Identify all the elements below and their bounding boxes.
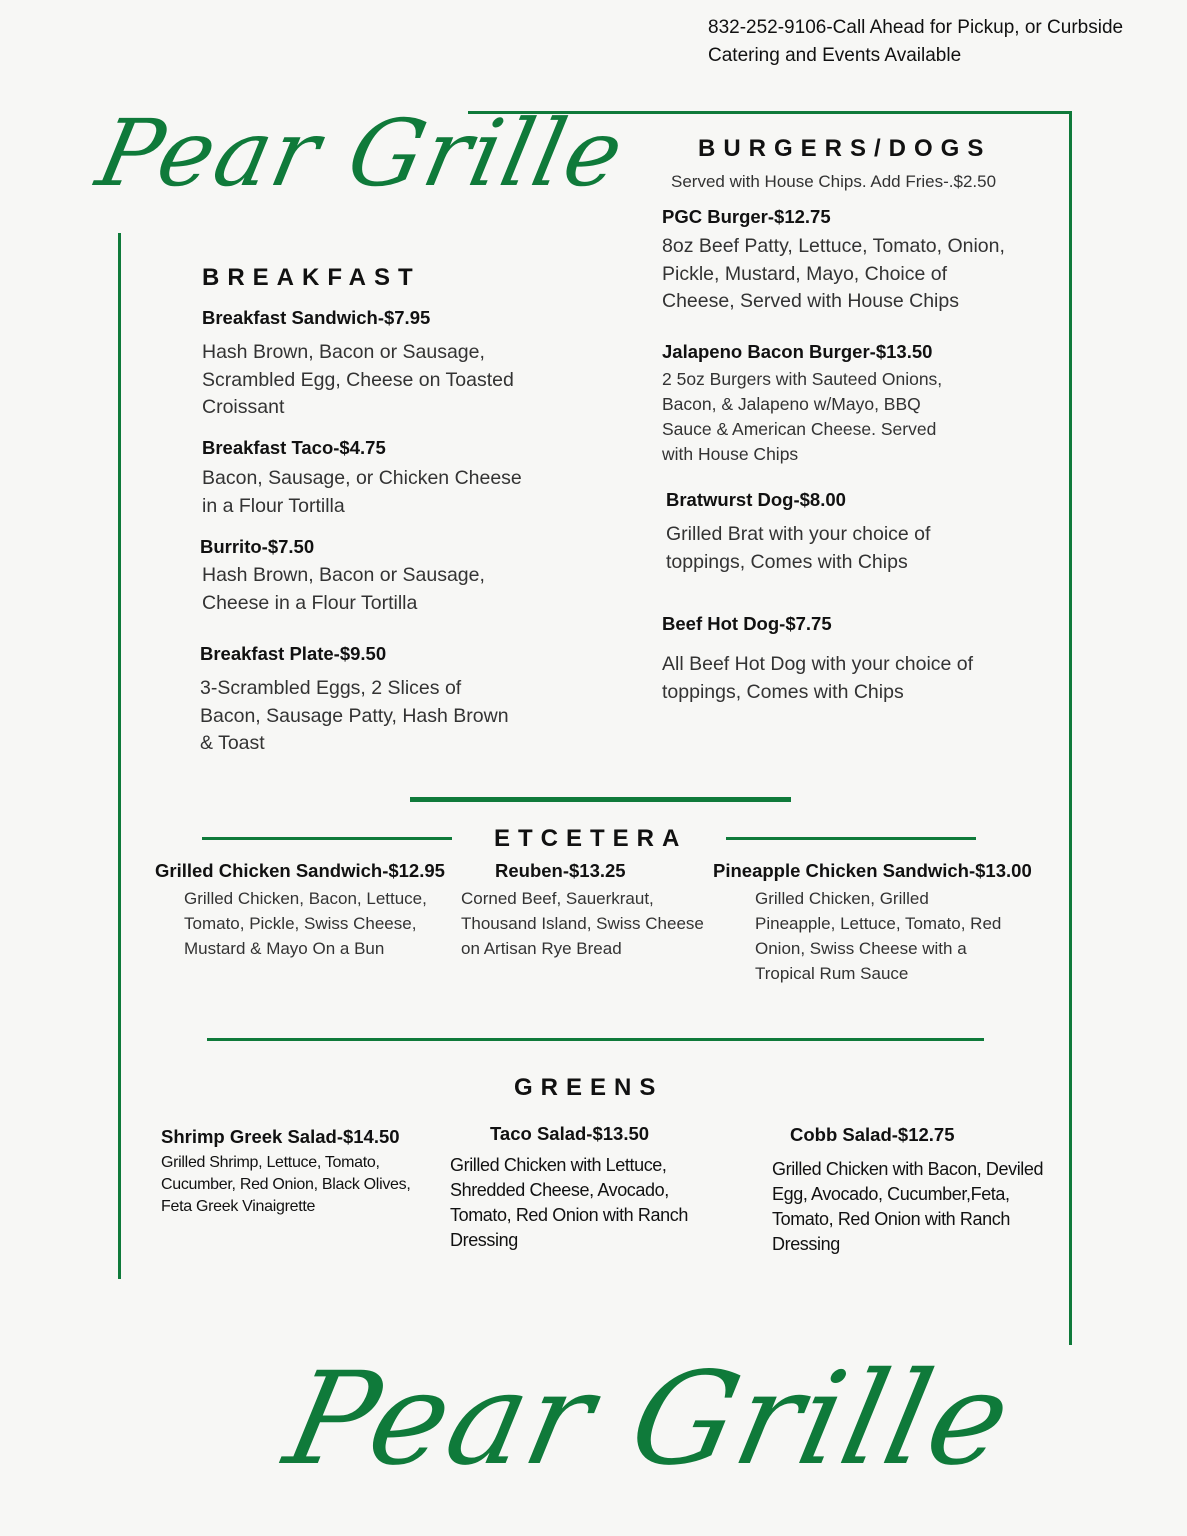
breakfast-title: BREAKFAST	[202, 264, 421, 291]
logo-bottom: Pear Grille	[274, 1345, 1025, 1494]
burgers-title: BURGERS/DOGS	[698, 135, 992, 162]
etcetera-title: ETCETERA	[494, 825, 688, 852]
divider-etcetera-top	[410, 797, 791, 802]
menu-item-desc: 8oz Beef Patty, Lettuce, Tomato, Onion, Pickle, Mustard, Mayo, Choice of Cheese, Served with House Chips	[662, 235, 1005, 312]
menu-item-title: PGC Burger-$12.75	[662, 206, 831, 227]
menu-item-title: Shrimp Greek Salad-$14.50	[161, 1126, 400, 1147]
contact-catering-line: Catering and Events Available	[708, 45, 962, 66]
frame-right-line	[1069, 111, 1072, 1345]
divider-greens-top	[207, 1038, 984, 1041]
menu-item-title: Bratwurst Dog-$8.00	[666, 489, 846, 510]
menu-item-title: Burrito-$7.50	[200, 536, 315, 557]
divider-etcetera-right	[726, 837, 976, 840]
menu-item-desc: Hash Brown, Bacon or Sausage, Cheese in a Flour Tortilla	[202, 564, 485, 614]
menu-item-title: Beef Hot Dog-$7.75	[662, 613, 832, 634]
menu-item-desc: Grilled Chicken with Lettuce, Shredded Cheese, Avocado, Tomato, Red Onion with Ranch Dressing	[450, 1155, 688, 1250]
menu-item-desc: Hash Brown, Bacon or Sausage, Scrambled Egg, Cheese on Toasted Croissant	[202, 341, 514, 418]
greens-title: GREENS	[514, 1074, 664, 1101]
divider-etcetera-left	[202, 837, 452, 840]
contact-phone-line: 832-252-9106-Call Ahead for Pickup, or Curbside	[708, 17, 1124, 38]
menu-item-title: Grilled Chicken Sandwich-$12.95	[155, 860, 445, 881]
frame-left-line	[118, 233, 121, 1279]
menu-item-desc: Bacon, Sausage, or Chicken Cheese in a Flour Tortilla	[202, 467, 522, 517]
menu-item-title: Pineapple Chicken Sandwich-$13.00	[713, 860, 1032, 881]
menu-item-desc: All Beef Hot Dog with your choice of toppings, Comes with Chips	[662, 653, 974, 703]
menu-item-desc: 2 5oz Burgers with Sauteed Onions, Bacon, & Jalapeno w/Mayo, BBQ Sauce & American Cheese. Served with House Chips	[662, 369, 943, 464]
menu-item-desc: Grilled Chicken, Bacon, Lettuce, Tomato, Pickle, Swiss Cheese, Mustard & Mayo On a Bun	[184, 889, 427, 958]
menu-item-title: Breakfast Sandwich-$7.95	[202, 307, 431, 328]
logo-top: Pear Grille	[88, 100, 634, 207]
burgers-subtitle: Served with House Chips. Add Fries-.$2.50	[671, 172, 997, 191]
menu-item-desc: Grilled Chicken, Grilled Pineapple, Lettuce, Tomato, Red Onion, Swiss Cheese with a Tropical Rum Sauce	[755, 889, 1002, 983]
menu-item-title: Taco Salad-$13.50	[490, 1123, 650, 1144]
menu-item-title: Breakfast Plate-$9.50	[200, 643, 387, 664]
menu-item-title: Breakfast Taco-$4.75	[202, 437, 386, 458]
menu-item-desc: Grilled Shrimp, Lettuce, Tomato, Cucumber, Red Onion, Black Olives, Feta Greek Vinaigrette	[161, 1154, 411, 1215]
menu-item-title: Jalapeno Bacon Burger-$13.50	[662, 341, 933, 362]
menu-item-desc: Grilled Chicken with Bacon, Deviled Egg, Avocado, Cucumber,Feta, Tomato, Red Onion with Ranch Dressing	[772, 1159, 1044, 1254]
menu-item-title: Cobb Salad-$12.75	[790, 1124, 955, 1145]
contact-info	[708, 14, 1123, 70]
menu-item-desc: Corned Beef, Sauerkraut, Thousand Island, Swiss Cheese on Artisan Rye Bread	[461, 889, 704, 958]
menu-item-desc: Grilled Brat with your choice of toppings, Comes with Chips	[666, 523, 931, 573]
menu-item-title: Reuben-$13.25	[495, 860, 626, 881]
menu-item-desc: 3-Scrambled Eggs, 2 Slices of Bacon, Sausage Patty, Hash Brown & Toast	[200, 677, 509, 754]
